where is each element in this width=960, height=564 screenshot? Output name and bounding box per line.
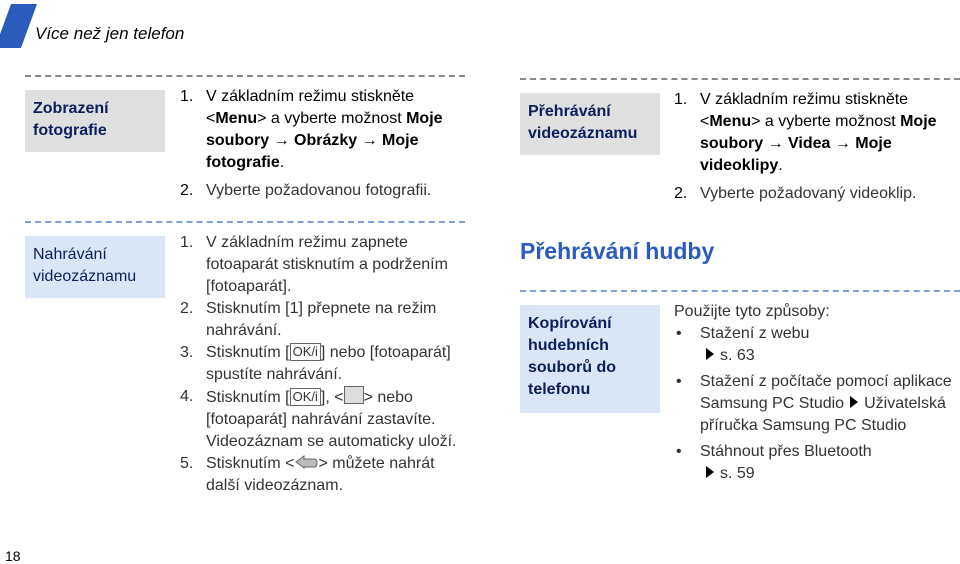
divider: [520, 78, 960, 80]
step-text: > a vyberte možnost: [751, 113, 896, 130]
section-label-video: Přehrávání videozáznamu: [520, 93, 660, 155]
record-steps: [180, 232, 470, 497]
bullet-text: Stažení z webu: [700, 325, 810, 342]
list-item: [674, 323, 960, 367]
page-ref: Uživatelská příručka Samsung PC Studio: [700, 395, 946, 434]
stop-softkey-icon: [344, 386, 364, 404]
methods-list: [674, 323, 960, 489]
step-text: V základním režimu zapnete fotoaparát stisknutím a podržením [fotoaparát].: [206, 234, 448, 295]
step-text: V základním režimu stiskněte <: [700, 91, 909, 130]
arrow-right-icon: [706, 466, 714, 478]
step-number: 2.: [180, 182, 194, 199]
step-text: > nebo [fotoaparát] nahrávání zastavíte. Videozáznam se automaticky uloží.: [206, 389, 457, 450]
step-number: 1.: [180, 88, 194, 105]
header-accent-bar: [0, 4, 37, 48]
step-item: [180, 232, 470, 298]
step-text: .: [279, 154, 285, 171]
bullet-text: Stáhnout přes Bluetooth: [700, 443, 872, 460]
step-text: Vyberte požadovaný videoklip.: [700, 185, 917, 202]
divider: [520, 290, 960, 292]
page-ref: s. 63: [720, 347, 755, 364]
step-number: 5.: [180, 455, 194, 472]
page-header-title: Více než jen telefon: [35, 24, 185, 43]
intro-text: Použijte tyto způsoby:: [674, 303, 830, 320]
step-text: Stisknutím [: [206, 344, 290, 361]
menu-key: Menu: [709, 113, 752, 130]
step-text: Vyberte požadovanou fotografii.: [206, 182, 432, 199]
step-number: 1.: [180, 234, 194, 251]
step-text: .: [778, 157, 783, 174]
photo-steps: [180, 86, 470, 202]
menu-key: Menu: [215, 110, 258, 127]
bullet-text: Stažení z počítače pomocí aplikace Samsung PC Studio: [700, 373, 952, 412]
list-item: [674, 441, 960, 485]
page-number: 18: [5, 548, 21, 564]
step-item: [180, 386, 470, 453]
section-label-photo: Zobrazení fotografie: [25, 90, 165, 152]
menu-path: Moje soubory → Videa → Moje videoklipy: [700, 113, 937, 174]
step-text: > můžete nahrát další videozáznam.: [206, 455, 435, 494]
step-text: Stisknutím <: [206, 455, 295, 472]
key-1: 1: [289, 300, 299, 317]
arrow-right-icon: [706, 348, 714, 360]
step-item: [180, 453, 470, 497]
step-number: 1.: [674, 91, 688, 108]
step-item: [180, 342, 470, 386]
section-label-copy: Kopírování hudebních souborů do telefonu: [520, 305, 660, 413]
back-key-icon: [294, 454, 318, 470]
step-number: 3.: [180, 344, 194, 361]
arrow-right-icon: [850, 396, 858, 408]
step-number: 2.: [180, 300, 194, 317]
step-text: Stisknutím [: [206, 300, 290, 317]
divider: [25, 221, 465, 223]
step-item: [180, 298, 470, 342]
section-title: Přehrávání hudby: [520, 238, 715, 264]
step-text: > a vyberte možnost: [257, 110, 402, 127]
step-number: 2.: [674, 185, 688, 202]
step-number: 4.: [180, 388, 194, 405]
step-text: ], <: [320, 389, 344, 406]
step-text: ] přepnete na režim nahrávání.: [206, 300, 437, 339]
section-label-record: Nahrávání videozáznamu: [25, 236, 165, 298]
video-steps: [674, 89, 960, 205]
step-text: Stisknutím [: [206, 389, 290, 406]
step-text: V základním režimu stiskněte <: [206, 88, 415, 127]
page-ref: s. 59: [720, 465, 755, 482]
step-item: [674, 89, 960, 177]
step-item: [180, 86, 470, 174]
step-item: [674, 183, 960, 205]
ok-key-icon: OK/i: [290, 343, 321, 361]
divider: [25, 75, 465, 77]
step-text: ] nebo [fotoaparát] spustíte nahrávání.: [206, 344, 451, 383]
ok-key-icon: OK/i: [290, 388, 321, 406]
menu-path: Moje soubory → Obrázky → Moje fotografie: [206, 110, 443, 171]
list-item: [674, 371, 960, 437]
step-item: [180, 180, 470, 202]
